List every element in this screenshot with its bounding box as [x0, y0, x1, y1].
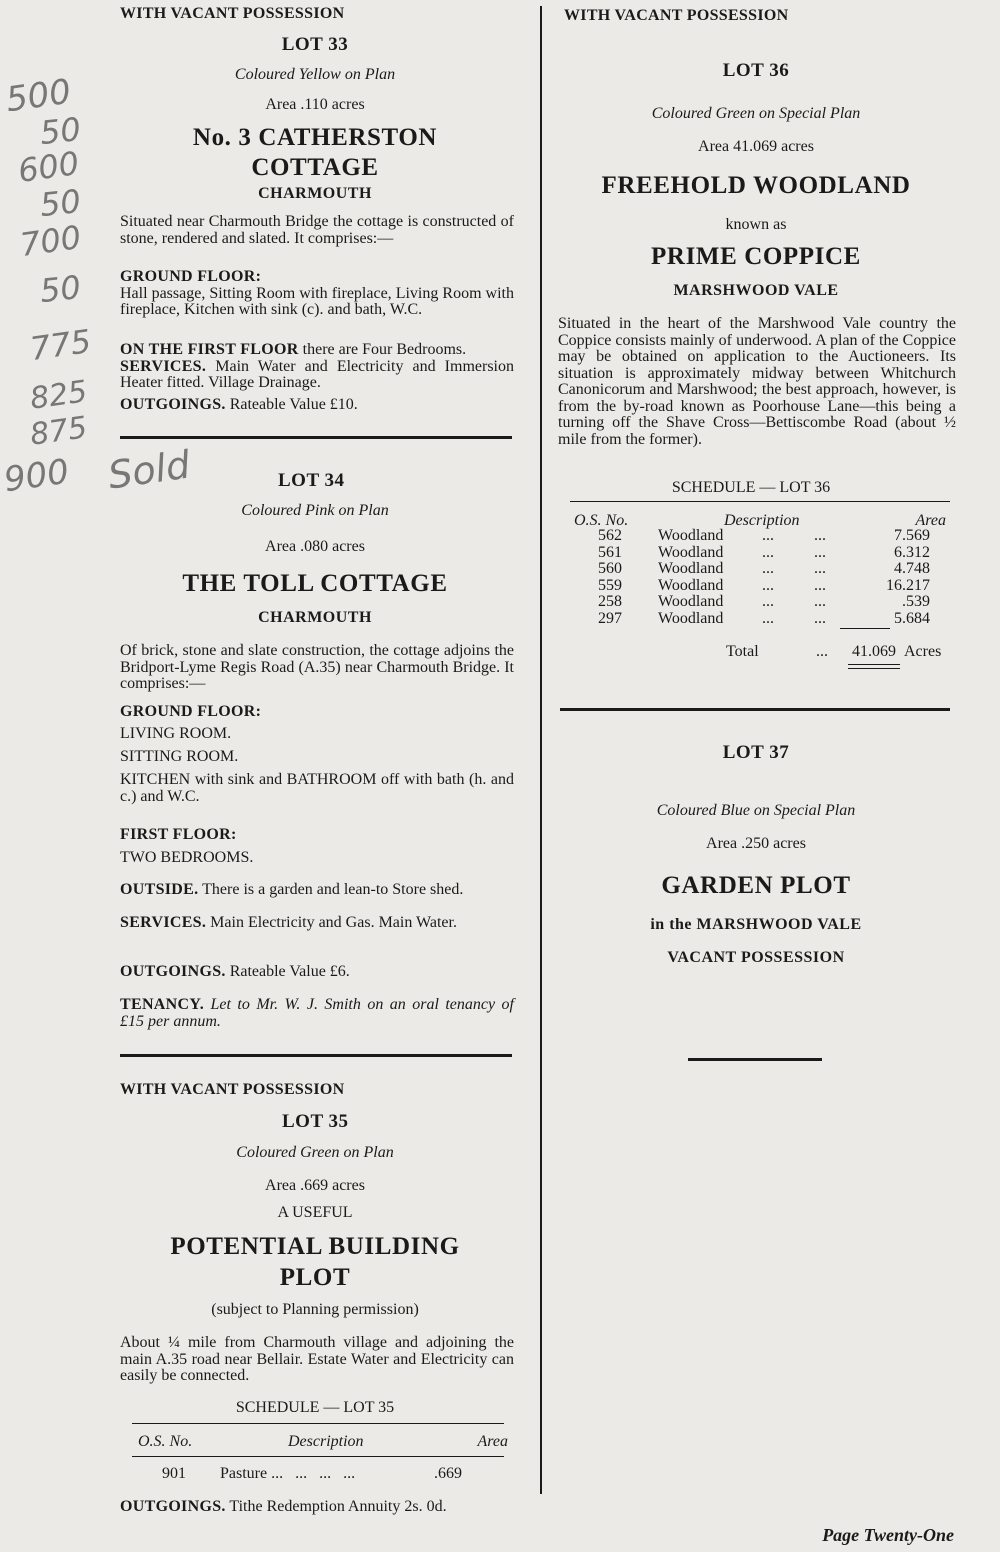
lot-area: Area .080 acres [265, 538, 365, 555]
lot-number: LOT 35 [282, 1111, 349, 1132]
os-no-cell: 297 [598, 609, 622, 627]
pencil-note: 50 [38, 109, 83, 153]
col-description: Description [724, 512, 800, 529]
plan-colour: Coloured Green on Plan [236, 1144, 394, 1161]
outside-text: There is a garden and lean-to Store shed. [198, 881, 464, 898]
schedule-top-rule [132, 1423, 504, 1424]
end-rule [688, 1058, 822, 1061]
area-cell: 4.748 [894, 560, 930, 577]
pencil-note: 775 [27, 321, 94, 369]
dots-cell: ... [814, 609, 826, 627]
ground-floor-label: GROUND FLOOR: [120, 703, 262, 720]
lot-number: LOT 37 [722, 742, 790, 763]
col-os-no: O.S. No. [138, 1433, 193, 1450]
possession-header: WITH VACANT POSSESSION [120, 5, 345, 22]
plan-colour: Coloured Yellow on Plan [234, 66, 396, 83]
pencil-note: 50 [38, 181, 83, 225]
property-description: Of brick, stone and slate construction, the cottage adjoins the Bridport-Lyme Regis Road (A.35) near Charmouth Bridge. It comprises:— [120, 642, 514, 692]
outgoings-label: OUTGOINGS. [120, 963, 226, 980]
description-cell: Woodland [658, 543, 724, 561]
possession-note: VACANT POSSESSION [667, 949, 845, 966]
schedule-top-rule [570, 501, 950, 502]
table-row [598, 594, 930, 611]
services-text: Main Water and Electricity and Immersion Heater fitted. Village Drainage. [120, 357, 514, 391]
os-no-cell: 258 [598, 593, 622, 610]
outgoings-text: Tithe Redemption Annuity 2s. 0d. [225, 1498, 447, 1515]
pencil-note: 50 [38, 267, 83, 311]
tenancy-label: TENANCY. [120, 996, 205, 1013]
pencil-note: 700 [17, 217, 84, 265]
os-no-cell: 562 [598, 527, 622, 544]
area-cell: 7.569 [894, 527, 930, 544]
ground-floor-section [120, 269, 514, 319]
lot-number: LOT 33 [281, 34, 349, 55]
tenancy-text: Let to Mr. W. J. Smith on an oral tenancy of £15 per annum. [120, 996, 514, 1030]
outgoings-label: OUTGOINGS. [120, 396, 226, 413]
known-as: known as [725, 216, 787, 233]
dots-cell: ... [762, 609, 774, 627]
first-floor-text: there are Four Bedrooms. [298, 341, 467, 358]
subtotal-rule [840, 628, 890, 629]
outside-section [120, 882, 514, 899]
dots-cell: ... [762, 527, 774, 544]
total-value: 41.069 [852, 643, 896, 660]
outgoings-text: Rateable Value £10. [225, 396, 358, 413]
possession-header: WITH VACANT POSSESSION [120, 1081, 345, 1098]
property-title-line2: COTTAGE [251, 154, 379, 181]
outgoings-section [120, 964, 514, 981]
dots-cell: ... [814, 527, 826, 544]
room-item: SITTING ROOM. [120, 748, 239, 765]
column-divider [540, 6, 542, 1494]
lot-area: Area .110 acres [265, 96, 365, 113]
property-location: CHARMOUTH [258, 609, 372, 626]
first-floor-section [120, 342, 514, 392]
pencil-note: 825 [27, 374, 90, 417]
ground-floor-text: Hall passage, Sitting Room with fireplace, Living Room with fireplace, Kitchen with sink (c). and bath, W.C. [120, 284, 514, 318]
outgoings-section [120, 1499, 514, 1516]
lot-area: Area 41.069 acres [698, 138, 814, 155]
plan-colour: Coloured Blue on Special Plan [656, 802, 856, 819]
property-location: MARSHWOOD VALE [673, 282, 839, 299]
services-text: Main Electricity and Gas. Main Water. [206, 914, 457, 931]
property-title-line2: PLOT [279, 1264, 351, 1291]
lot-number: LOT 36 [722, 60, 790, 81]
col-description: Description [288, 1433, 364, 1450]
first-floor-label: FIRST FLOOR: [120, 826, 237, 843]
os-no-cell: 559 [598, 576, 622, 594]
dots-cell: ... [814, 543, 826, 561]
lot-number: LOT 34 [278, 470, 345, 491]
property-description: About ¼ mile from Charmouth village and adjoining the main A.35 road near Bellair. Estate Water and Electricity can easily be connected. [120, 1334, 514, 1384]
pencil-note-sold: Sold [105, 442, 193, 498]
description-cell: Pasture ... ... ... ... [220, 1465, 356, 1482]
property-title: GARDEN PLOT [661, 872, 851, 899]
property-location: in the MARSHWOOD VALE [650, 916, 862, 933]
pencil-note: 600 [15, 143, 82, 191]
dots-cell: ... [814, 560, 826, 577]
area-cell: .669 [434, 1465, 462, 1482]
property-title: POTENTIAL BUILDING [170, 1233, 460, 1260]
area-cell: 16.217 [886, 576, 930, 594]
outgoings-label: OUTGOINGS. [120, 1498, 226, 1515]
property-title: FREEHOLD WOODLAND [601, 172, 911, 199]
plan-colour: Coloured Pink on Plan [241, 502, 389, 519]
planning-note: (subject to Planning permission) [211, 1301, 419, 1318]
table-row [598, 611, 930, 628]
outgoings-section [120, 397, 514, 414]
total-dots: ... [816, 643, 828, 660]
room-item: LIVING ROOM. [120, 725, 232, 742]
description-cell: Woodland [658, 576, 724, 594]
os-no-cell: 901 [162, 1465, 186, 1482]
section-divider [120, 1054, 512, 1057]
services-label: SERVICES. [120, 357, 207, 375]
room-item: KITCHEN with sink and BATHROOM off with bath (h. and c.) and W.C. [120, 771, 514, 805]
schedule-header-rule [132, 1456, 504, 1457]
total-unit: Acres [904, 643, 942, 660]
table-row [598, 528, 930, 545]
description-cell: Woodland [658, 560, 724, 577]
title-prefix: A USEFUL [277, 1204, 353, 1221]
page-number: Page Twenty-One [822, 1525, 954, 1545]
tenancy-section [120, 997, 514, 1030]
area-cell: .539 [902, 593, 930, 610]
dots-cell: ... [762, 543, 774, 561]
total-label: Total [726, 643, 759, 660]
schedule-table [598, 528, 930, 627]
pencil-note: 900 [1, 451, 72, 501]
first-floor-label: ON THE FIRST FLOOR [120, 341, 299, 358]
section-divider [560, 708, 950, 711]
col-area: Area [915, 512, 946, 529]
property-description: Situated in the heart of the Marshwood Vale country the Coppice consists mainly of underwood. A plan of the Coppice may be obtained on application to the Auctioneers. Its situation is approximately midway between Whitchurch Canonicorum and Marshwood; the best approach, however, is from the by-road known as Poorhouse Lane—this being a turning off the Shave Cross—Bettiscombe Road (about ½ mile from the former). [558, 315, 956, 448]
property-title: No. 3 CATHERSTON [192, 124, 438, 151]
property-title: THE TOLL COTTAGE [182, 570, 448, 597]
table-row [598, 578, 930, 595]
description-cell: Woodland [658, 527, 724, 544]
possession-header: WITH VACANT POSSESSION [564, 7, 789, 24]
dots-cell: ... [762, 576, 774, 594]
total-double-rule [848, 664, 900, 665]
property-name: PRIME COPPICE [651, 243, 861, 270]
outside-label: OUTSIDE. [120, 881, 199, 898]
property-location: CHARMOUTH [258, 185, 372, 202]
first-floor-text: TWO BEDROOMS. [120, 849, 254, 866]
ground-floor-label: GROUND FLOOR: [120, 268, 262, 285]
os-no-cell: 561 [598, 543, 622, 561]
os-no-cell: 560 [598, 560, 622, 577]
description-cell: Woodland [658, 609, 724, 627]
lot-area: Area .250 acres [706, 835, 806, 852]
pencil-note: 500 [3, 71, 74, 121]
dots-cell: ... [814, 593, 826, 610]
schedule-title: SCHEDULE — LOT 35 [235, 1399, 395, 1416]
area-cell: 6.312 [894, 543, 930, 561]
dots-cell: ... [814, 576, 826, 594]
outgoings-text: Rateable Value £6. [225, 963, 350, 980]
total-double-rule [848, 668, 900, 669]
area-cell: 5.684 [894, 609, 930, 627]
table-row [598, 561, 930, 578]
plan-colour: Coloured Green on Special Plan [651, 105, 861, 122]
description-cell: Woodland [658, 593, 724, 610]
pencil-note: 875 [27, 410, 90, 453]
lot-area: Area .669 acres [265, 1177, 365, 1194]
services-section [120, 915, 514, 932]
services-label: SERVICES. [120, 914, 207, 931]
dots-cell: ... [762, 593, 774, 610]
table-row [598, 545, 930, 562]
section-divider [120, 436, 512, 439]
schedule-title: SCHEDULE — LOT 36 [671, 479, 831, 496]
property-description: Situated near Charmouth Bridge the cottage is constructed of stone, rendered and slated. It comprises:— [120, 213, 514, 247]
dots-cell: ... [762, 560, 774, 577]
col-area: Area [477, 1433, 508, 1450]
col-os-no: O.S. No. [574, 512, 629, 529]
